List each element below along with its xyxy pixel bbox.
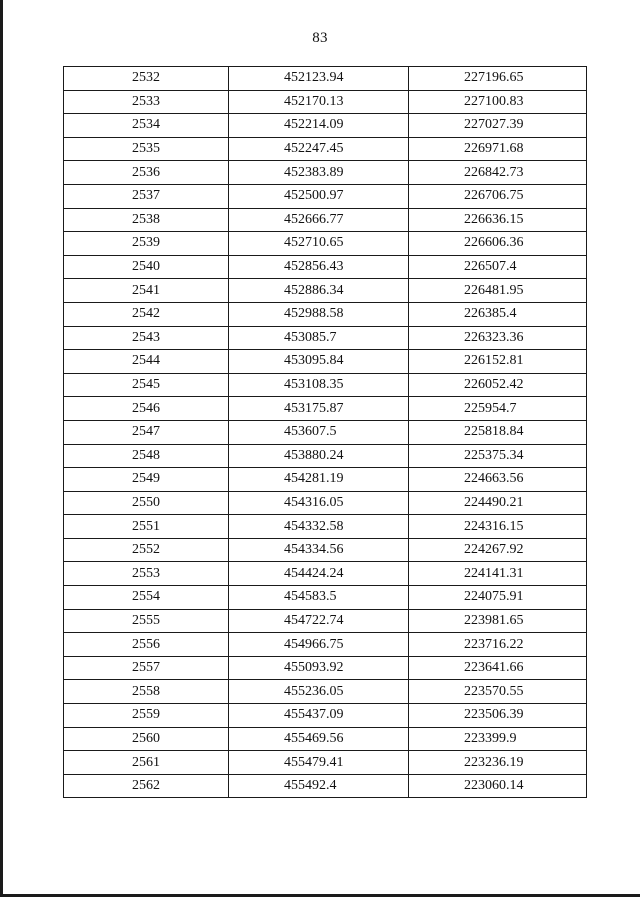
table-body <box>64 67 587 798</box>
table-row <box>64 704 587 728</box>
table-row <box>64 232 587 256</box>
y-coordinate-cell: 223570.55 <box>409 680 587 704</box>
table-row <box>64 468 587 492</box>
x-coordinate-cell: 452988.58 <box>229 302 409 326</box>
x-coordinate-cell: 452886.34 <box>229 279 409 303</box>
point-id-cell: 2539 <box>64 232 229 256</box>
table-row <box>64 538 587 562</box>
x-coordinate-cell: 452247.45 <box>229 137 409 161</box>
point-id-cell: 2554 <box>64 586 229 610</box>
x-coordinate-cell: 455492.4 <box>229 774 409 798</box>
table-row <box>64 114 587 138</box>
y-coordinate-cell: 225954.7 <box>409 397 587 421</box>
table-row <box>64 279 587 303</box>
table-row <box>64 373 587 397</box>
point-id-cell: 2550 <box>64 491 229 515</box>
point-id-cell: 2544 <box>64 350 229 374</box>
y-coordinate-cell: 226152.81 <box>409 350 587 374</box>
y-coordinate-cell: 223641.66 <box>409 656 587 680</box>
x-coordinate-cell: 455236.05 <box>229 680 409 704</box>
x-coordinate-cell: 453085.7 <box>229 326 409 350</box>
point-id-cell: 2558 <box>64 680 229 704</box>
point-id-cell: 2533 <box>64 90 229 114</box>
x-coordinate-cell: 453880.24 <box>229 444 409 468</box>
point-id-cell: 2559 <box>64 704 229 728</box>
y-coordinate-cell: 224075.91 <box>409 586 587 610</box>
x-coordinate-cell: 452710.65 <box>229 232 409 256</box>
x-coordinate-cell: 454332.58 <box>229 515 409 539</box>
x-coordinate-cell: 455093.92 <box>229 656 409 680</box>
point-id-cell: 2548 <box>64 444 229 468</box>
x-coordinate-cell: 453095.84 <box>229 350 409 374</box>
y-coordinate-cell: 224267.92 <box>409 538 587 562</box>
table-row <box>64 727 587 751</box>
y-coordinate-cell: 226385.4 <box>409 302 587 326</box>
x-coordinate-cell: 455479.41 <box>229 751 409 775</box>
point-id-cell: 2545 <box>64 373 229 397</box>
x-coordinate-cell: 454334.56 <box>229 538 409 562</box>
y-coordinate-cell: 226842.73 <box>409 161 587 185</box>
x-coordinate-cell: 452123.94 <box>229 67 409 91</box>
table-row <box>64 255 587 279</box>
point-id-cell: 2546 <box>64 397 229 421</box>
y-coordinate-cell: 224663.56 <box>409 468 587 492</box>
x-coordinate-cell: 453175.87 <box>229 397 409 421</box>
table-row <box>64 444 587 468</box>
y-coordinate-cell: 227100.83 <box>409 90 587 114</box>
y-coordinate-cell: 226323.36 <box>409 326 587 350</box>
coordinate-table <box>63 66 587 798</box>
y-coordinate-cell: 226481.95 <box>409 279 587 303</box>
table-row <box>64 90 587 114</box>
point-id-cell: 2551 <box>64 515 229 539</box>
table-row <box>64 326 587 350</box>
y-coordinate-cell: 223060.14 <box>409 774 587 798</box>
y-coordinate-cell: 226052.42 <box>409 373 587 397</box>
table-row <box>64 774 587 798</box>
table-row <box>64 67 587 91</box>
table-row <box>64 208 587 232</box>
point-id-cell: 2553 <box>64 562 229 586</box>
table-row <box>64 680 587 704</box>
y-coordinate-cell: 224316.15 <box>409 515 587 539</box>
point-id-cell: 2555 <box>64 609 229 633</box>
y-coordinate-cell: 223981.65 <box>409 609 587 633</box>
point-id-cell: 2542 <box>64 302 229 326</box>
y-coordinate-cell: 227196.65 <box>409 67 587 91</box>
x-coordinate-cell: 454424.24 <box>229 562 409 586</box>
point-id-cell: 2540 <box>64 255 229 279</box>
point-id-cell: 2549 <box>64 468 229 492</box>
point-id-cell: 2561 <box>64 751 229 775</box>
x-coordinate-cell: 454316.05 <box>229 491 409 515</box>
y-coordinate-cell: 223236.19 <box>409 751 587 775</box>
point-id-cell: 2557 <box>64 656 229 680</box>
point-id-cell: 2543 <box>64 326 229 350</box>
table-row <box>64 515 587 539</box>
y-coordinate-cell: 226706.75 <box>409 184 587 208</box>
y-coordinate-cell: 223716.22 <box>409 633 587 657</box>
point-id-cell: 2536 <box>64 161 229 185</box>
table-row <box>64 562 587 586</box>
y-coordinate-cell: 226636.15 <box>409 208 587 232</box>
y-coordinate-cell: 227027.39 <box>409 114 587 138</box>
point-id-cell: 2562 <box>64 774 229 798</box>
x-coordinate-cell: 454722.74 <box>229 609 409 633</box>
table-row <box>64 633 587 657</box>
x-coordinate-cell: 455469.56 <box>229 727 409 751</box>
table-row <box>64 656 587 680</box>
table-row <box>64 161 587 185</box>
y-coordinate-cell: 225818.84 <box>409 420 587 444</box>
point-id-cell: 2560 <box>64 727 229 751</box>
scan-border-left <box>0 0 3 897</box>
point-id-cell: 2535 <box>64 137 229 161</box>
table-row <box>64 302 587 326</box>
x-coordinate-cell: 453108.35 <box>229 373 409 397</box>
table-row <box>64 586 587 610</box>
y-coordinate-cell: 223506.39 <box>409 704 587 728</box>
x-coordinate-cell: 452856.43 <box>229 255 409 279</box>
point-id-cell: 2552 <box>64 538 229 562</box>
point-id-cell: 2537 <box>64 184 229 208</box>
x-coordinate-cell: 453607.5 <box>229 420 409 444</box>
point-id-cell: 2541 <box>64 279 229 303</box>
x-coordinate-cell: 454966.75 <box>229 633 409 657</box>
x-coordinate-cell: 452666.77 <box>229 208 409 232</box>
point-id-cell: 2532 <box>64 67 229 91</box>
y-coordinate-cell: 224490.21 <box>409 491 587 515</box>
table-row <box>64 609 587 633</box>
x-coordinate-cell: 454281.19 <box>229 468 409 492</box>
table-row <box>64 397 587 421</box>
y-coordinate-cell: 226507.4 <box>409 255 587 279</box>
table-row <box>64 420 587 444</box>
table-row <box>64 137 587 161</box>
y-coordinate-cell: 223399.9 <box>409 727 587 751</box>
x-coordinate-cell: 452500.97 <box>229 184 409 208</box>
y-coordinate-cell: 224141.31 <box>409 562 587 586</box>
x-coordinate-cell: 452383.89 <box>229 161 409 185</box>
point-id-cell: 2547 <box>64 420 229 444</box>
y-coordinate-cell: 226606.36 <box>409 232 587 256</box>
point-id-cell: 2534 <box>64 114 229 138</box>
table-row <box>64 184 587 208</box>
table-row <box>64 751 587 775</box>
x-coordinate-cell: 454583.5 <box>229 586 409 610</box>
y-coordinate-cell: 225375.34 <box>409 444 587 468</box>
point-id-cell: 2556 <box>64 633 229 657</box>
point-id-cell: 2538 <box>64 208 229 232</box>
x-coordinate-cell: 452170.13 <box>229 90 409 114</box>
y-coordinate-cell: 226971.68 <box>409 137 587 161</box>
page-number: 83 <box>312 30 328 46</box>
table-row <box>64 350 587 374</box>
x-coordinate-cell: 455437.09 <box>229 704 409 728</box>
table-row <box>64 491 587 515</box>
x-coordinate-cell: 452214.09 <box>229 114 409 138</box>
